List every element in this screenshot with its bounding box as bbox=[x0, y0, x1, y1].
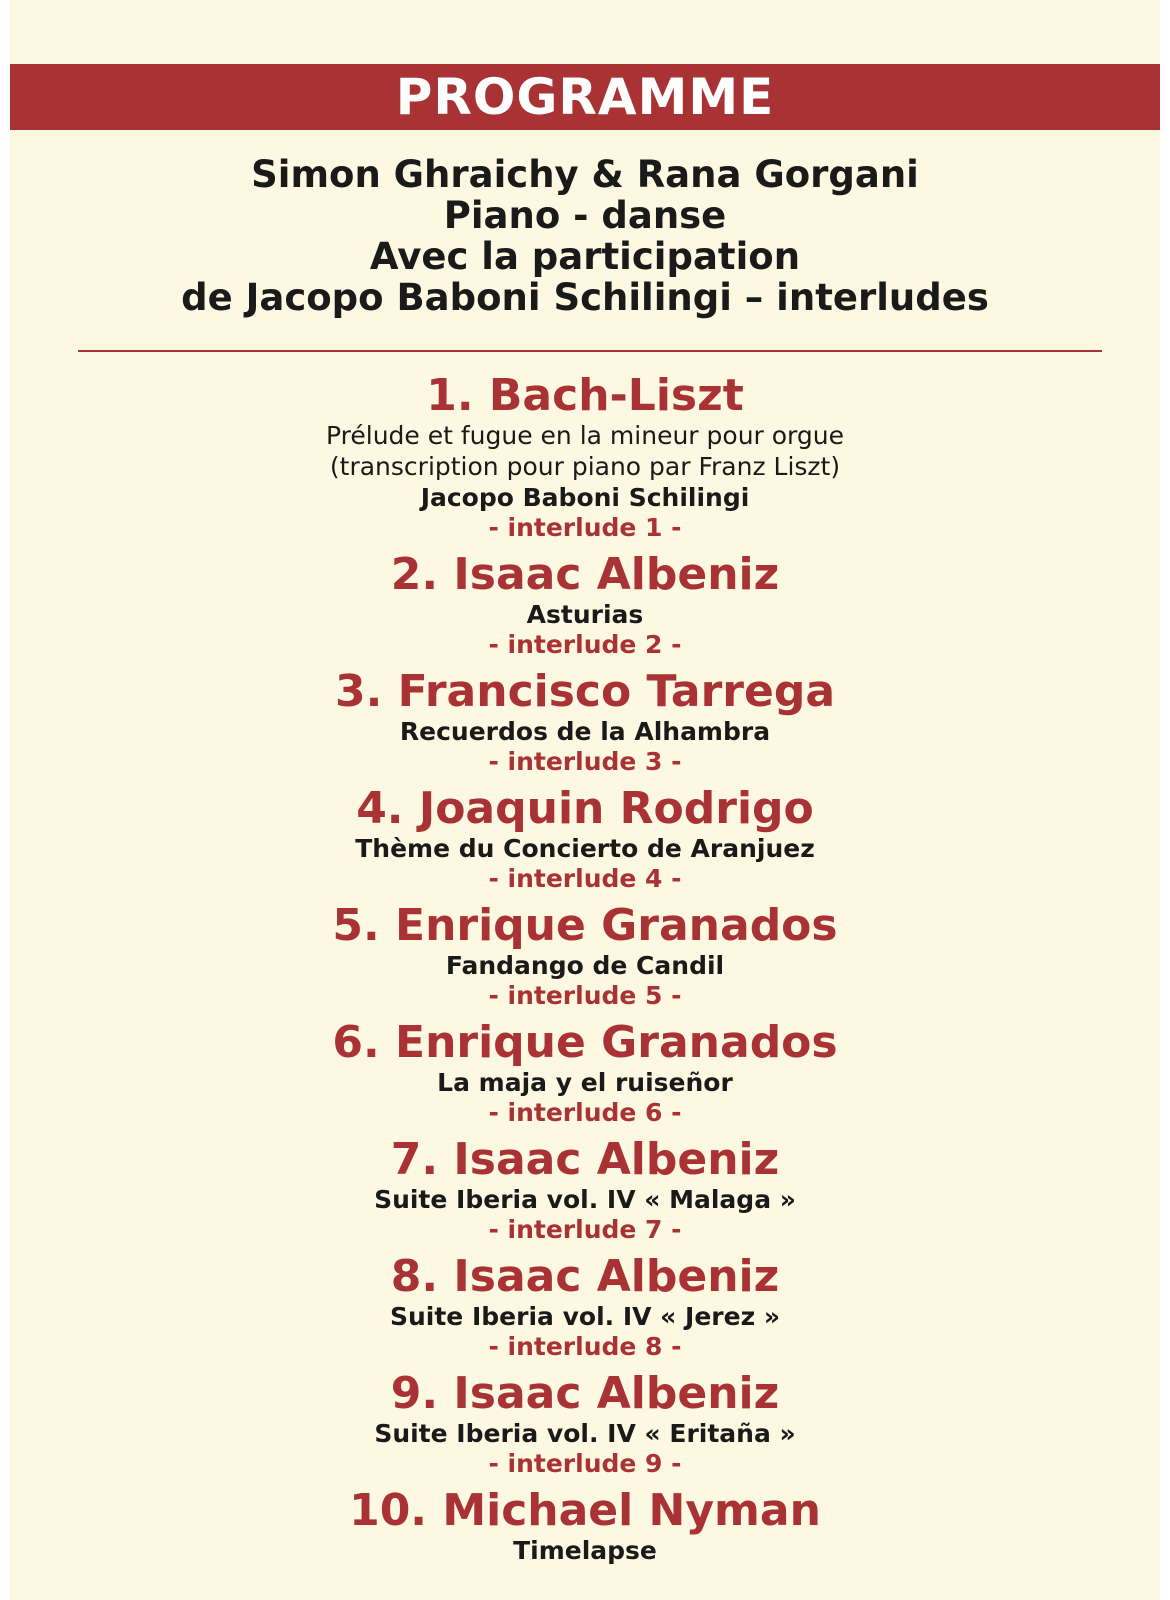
interlude-label: - interlude 5 - bbox=[488, 981, 682, 1010]
divider bbox=[78, 350, 1102, 352]
work-title: Suite Iberia vol. IV « Eritaña » bbox=[374, 1419, 796, 1448]
programme-item bbox=[10, 902, 1160, 1011]
work-title: Asturias bbox=[526, 600, 644, 629]
programme-item bbox=[10, 785, 1160, 894]
programme-list bbox=[10, 372, 1160, 1566]
programme-item bbox=[10, 1136, 1160, 1245]
work-title: Thème du Concierto de Aranjuez bbox=[355, 834, 815, 863]
programme-item bbox=[10, 668, 1160, 777]
interlude-label: - interlude 6 - bbox=[488, 1098, 682, 1127]
composer-heading: 4. Joaquin Rodrigo bbox=[356, 783, 814, 834]
work-title: Suite Iberia vol. IV « Jerez » bbox=[389, 1302, 780, 1331]
composer-heading: 2. Isaac Albeniz bbox=[390, 549, 780, 600]
work-title: Timelapse bbox=[513, 1536, 657, 1565]
performers-line: Simon Ghraichy & Rana Gorgani bbox=[251, 153, 919, 196]
composer-heading: 7. Isaac Albeniz bbox=[390, 1134, 780, 1185]
programme-item bbox=[10, 551, 1160, 660]
programme-item bbox=[10, 372, 1160, 543]
composer-heading: 10. Michael Nyman bbox=[349, 1485, 821, 1536]
composer-heading: 9. Isaac Albeniz bbox=[390, 1368, 780, 1419]
work-title: Jacopo Baboni Schilingi bbox=[420, 483, 750, 512]
programme-item bbox=[10, 1487, 1160, 1566]
programme-item bbox=[10, 1019, 1160, 1128]
composer-heading: 1. Bach-Liszt bbox=[426, 370, 744, 421]
composer-heading: 6. Enrique Granados bbox=[332, 1017, 838, 1068]
work-title: Recuerdos de la Alhambra bbox=[399, 717, 771, 746]
work-title: Fandango de Candil bbox=[445, 951, 725, 980]
interlude-label: - interlude 7 - bbox=[488, 1215, 682, 1244]
programme-item bbox=[10, 1253, 1160, 1362]
interlude-label: - interlude 3 - bbox=[488, 747, 682, 776]
programme-banner bbox=[10, 64, 1160, 130]
interlude-label: - interlude 4 - bbox=[488, 864, 682, 893]
programme-title: PROGRAMME bbox=[395, 68, 775, 126]
composer-heading: 3. Francisco Tarrega bbox=[334, 666, 836, 717]
programme-page bbox=[10, 0, 1160, 1600]
performers-block bbox=[10, 154, 1160, 318]
work-title: La maja y el ruiseñor bbox=[437, 1068, 733, 1097]
interludes-credit-line: de Jacopo Baboni Schilingi – interludes bbox=[181, 276, 989, 319]
interlude-label: - interlude 2 - bbox=[488, 630, 682, 659]
interlude-label: - interlude 8 - bbox=[488, 1332, 682, 1361]
composer-heading: 5. Enrique Granados bbox=[332, 900, 838, 951]
composer-heading: 8. Isaac Albeniz bbox=[390, 1251, 780, 1302]
performance-type-line: Piano - danse bbox=[443, 194, 727, 237]
interlude-label: - interlude 9 - bbox=[488, 1449, 682, 1478]
work-title: Suite Iberia vol. IV « Malaga » bbox=[374, 1185, 796, 1214]
programme-item bbox=[10, 1370, 1160, 1479]
work-description: (transcription pour piano par Franz Liszt) bbox=[329, 452, 841, 481]
work-description: Prélude et fugue en la mineur pour orgue bbox=[326, 421, 844, 450]
interlude-label: - interlude 1 - bbox=[488, 513, 682, 542]
participation-line: Avec la participation bbox=[369, 235, 801, 278]
